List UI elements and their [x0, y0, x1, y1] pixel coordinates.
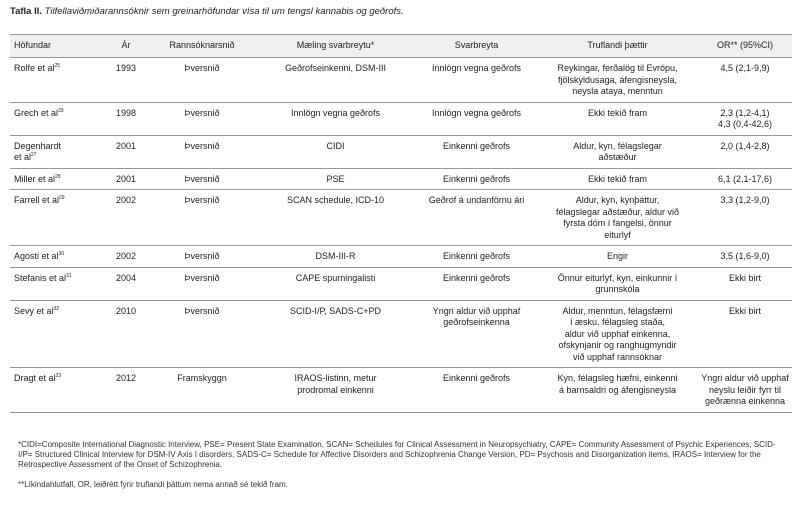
- cell-year: 2002: [103, 246, 149, 268]
- cell-confounders: Aldur, menntun, félagsfærni í æsku, félagsleg staða, aldur við upphaf einkenna, ofskynjanir og ranghugmyndir við upphaf rannsóknar: [537, 300, 698, 368]
- cell-author: [10, 300, 103, 368]
- cell-year: 1993: [103, 58, 149, 103]
- cell-outcome: Innlögn vegna geðrofs: [416, 58, 537, 103]
- cell-confounders: Ekki tekið fram: [537, 102, 698, 135]
- footnote-odds-ratio: **Líkindahlutfall, OR, leiðrétt fyrir truflandi þáttum nema annað sé tekið fram.: [18, 480, 288, 489]
- cell-design: Þversnið: [149, 58, 255, 103]
- reference-number: 27: [31, 152, 37, 158]
- table-row: [10, 135, 792, 168]
- cell-measure: PSE: [255, 168, 416, 190]
- cell-confounders: Engir: [537, 246, 698, 268]
- cell-or: 2,0 (1,4-2,8): [698, 135, 792, 168]
- cell-design: Þversnið: [149, 190, 255, 246]
- cell-confounders: Önnur eiturlyf, kyn, einkunnir í grunnskóla: [537, 267, 698, 300]
- cell-outcome: Einkenni geðrofs: [416, 267, 537, 300]
- footnote-abbreviations: *CIDI=Composite International Diagnostic Interview, PSE= Present State Examination, SCAN= Schedules for Clinical Assessment in Neuropsychiatry, CAPE= Community Assessment of Psychic Experiences, SCID-I/P= Structured Clinical Interview for DSM-IV Axis I disorders, SADS-C= Schedule for Affective Disorders and Schizophrenia Change Version, PD= Psychosis and Disorganization items, IRAOS= Interview for the Retrospective Assessment of the Onset of Schizophrenia.: [18, 440, 776, 469]
- cell-outcome: Einkenni geðrofs: [416, 246, 537, 268]
- reference-number: 30: [58, 251, 65, 257]
- cell-outcome: Yngri aldur við upphaf geðrofseinkenna: [416, 300, 537, 368]
- author-name: Farrell et al: [14, 195, 60, 205]
- cell-year: 1998: [103, 102, 149, 135]
- cell-or: 4,5 (2,1-9,9): [698, 58, 792, 103]
- cell-author: [10, 135, 103, 168]
- header-or: OR** (95%CI): [698, 35, 792, 58]
- reference-number: 28: [55, 173, 61, 180]
- cell-confounders: Ekki tekið fram: [537, 168, 698, 190]
- cell-design: Þversnið: [149, 300, 255, 368]
- author-name: Degenhardt et al: [14, 140, 62, 162]
- cell-measure: CIDI: [255, 135, 416, 168]
- cell-measure: Innlögn vegna geðrofs: [255, 102, 416, 135]
- cell-measure: DSM-III-R: [255, 246, 416, 268]
- cell-outcome: Einkenni geðrofs: [416, 135, 537, 168]
- cell-measure: Geðrofseinkenni, DSM-III: [255, 58, 416, 103]
- author-name: Rolfe et al: [14, 63, 55, 73]
- cell-year: 2001: [103, 168, 149, 190]
- cell-design: Framskyggn: [149, 368, 255, 413]
- reference-number: 25: [54, 63, 61, 69]
- cell-author: [10, 267, 103, 300]
- cell-year: 2010: [103, 300, 149, 368]
- reference-number: 33: [58, 107, 64, 114]
- header-measure: Mæling svarbreytu*: [255, 35, 416, 58]
- cell-design: Þversnið: [149, 135, 255, 168]
- cell-measure: IRAOS-listinn, metur prodromal einkenni: [255, 368, 416, 413]
- cell-author: [10, 368, 103, 413]
- cell-author: [10, 246, 103, 268]
- author-name: Grech et al: [14, 107, 59, 118]
- cell-author: [10, 102, 103, 135]
- cell-measure: CAPE spurningalisti: [255, 267, 416, 300]
- table-row: [10, 58, 792, 103]
- cell-author: [10, 58, 103, 103]
- table-row: [10, 102, 792, 135]
- table-row: [10, 168, 792, 190]
- cell-confounders: Aldur, kyn, kynþáttur, félagslegar aðstæður, aldur við fyrsta dóm í fangelsi, önnur eiturlyf: [537, 190, 698, 246]
- cell-year: 2001: [103, 135, 149, 168]
- header-authors: Höfundar: [10, 35, 103, 58]
- cell-design: Þversnið: [149, 168, 255, 190]
- cell-or: 2,3 (1,2-4,1) 4,3 (0,4-42,6): [698, 102, 792, 135]
- table-row: [10, 246, 792, 268]
- cell-design: Þversnið: [149, 246, 255, 268]
- cell-or: Ekki birt: [698, 300, 792, 368]
- table-row: [10, 267, 792, 300]
- cell-year: 2012: [103, 368, 149, 413]
- reference-number: 32: [53, 305, 60, 312]
- table-body: [10, 58, 792, 413]
- cell-author: [10, 190, 103, 246]
- header-design: Rannsóknarsnið: [149, 35, 255, 58]
- studies-table: [10, 34, 792, 413]
- table-row: [10, 300, 792, 368]
- author-name: Sevy et al: [14, 305, 54, 316]
- table-row: [10, 190, 792, 246]
- reference-number: 23: [55, 373, 62, 379]
- cell-confounders: Reykingar, ferðalög til Evrópu, fjölskyldusaga, áfengisneysla, neysla ataya, menntun: [537, 58, 698, 103]
- reference-number: 29: [59, 195, 65, 201]
- cell-confounders: Kyn, félagsleg hæfni, einkenni á barnsaldri og áfengisneysla: [537, 368, 698, 413]
- author-name: Miller et al: [14, 173, 56, 184]
- cell-design: Þversnið: [149, 102, 255, 135]
- cell-or: 3,3 (1,2-9,0): [698, 190, 792, 246]
- table-header-row: [10, 35, 792, 58]
- cell-measure: SCID-I/P, SADS-C+PD: [255, 300, 416, 368]
- cell-author: [10, 168, 103, 190]
- cell-or: 3,5 (1,6-9,0): [698, 246, 792, 268]
- cell-year: 2004: [103, 267, 149, 300]
- cell-or: Yngri aldur við upphaf neyslu leiðir fyrr til geðrænna einkenna: [698, 368, 792, 413]
- cell-outcome: Einkenni geðrofs: [416, 368, 537, 413]
- cell-or: Ekki birt: [698, 267, 792, 300]
- caption-text: Tilfellaviðmiðarannsóknir sem greinarhöfundar vísa til um tengsl kannabis og geðrofs.: [44, 6, 404, 17]
- header-outcome: Svarbreyta: [416, 35, 537, 58]
- header-confounders: Truflandi þættir: [537, 35, 698, 58]
- cell-outcome: Einkenni geðrofs: [416, 168, 537, 190]
- author-name: Stefanis et al: [14, 272, 67, 283]
- cell-year: 2002: [103, 190, 149, 246]
- caption-label: Tafla II.: [10, 6, 43, 17]
- table-row: [10, 368, 792, 413]
- table-caption: [10, 6, 404, 17]
- header-year: Ár: [103, 35, 149, 58]
- cell-or: 6,1 (2,1-17,6): [698, 168, 792, 190]
- author-name: Dragt et al: [14, 373, 56, 383]
- cell-confounders: Aldur, kyn, félagslegar aðstæður: [537, 135, 698, 168]
- cell-outcome: Geðrof á undanförnu ári: [416, 190, 537, 246]
- reference-number: 31: [66, 272, 72, 279]
- cell-outcome: Innlögn vegna geðrofs: [416, 102, 537, 135]
- cell-measure: SCAN schedule, ICD-10: [255, 190, 416, 246]
- cell-design: Þversnið: [149, 267, 255, 300]
- author-name: Agosti et al: [14, 251, 59, 261]
